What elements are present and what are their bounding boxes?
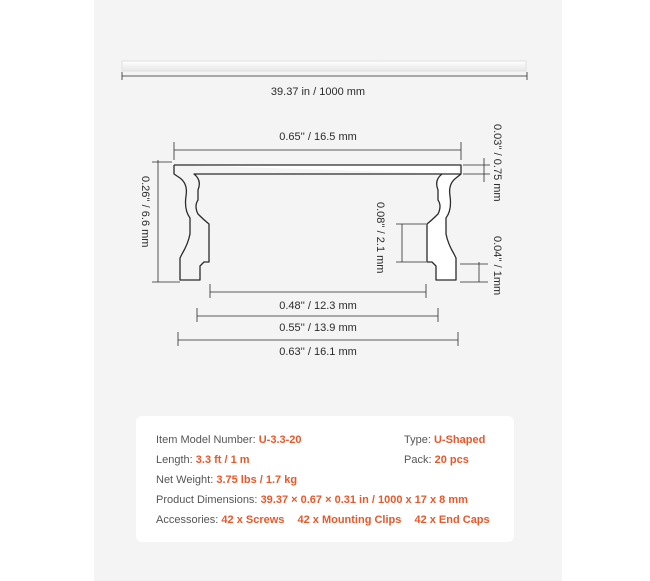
height-dimension (152, 160, 180, 282)
spec-product-dimensions-label: Product Dimensions: (156, 494, 258, 506)
spec-product-dimensions-value: 39.37 × 0.67 × 0.31 in / 1000 x 17 x 8 mm (260, 494, 468, 506)
spec-pack (404, 454, 469, 466)
spec-pack-label: Pack: (404, 454, 432, 466)
notch-label: 0.08'' / 2.1 mm (374, 202, 386, 274)
spec-weight (156, 474, 297, 486)
spec-model-value: U-3.3-20 (258, 434, 302, 446)
height-label: 0.26'' / 6.6 mm (139, 176, 151, 248)
notch-dimension (396, 224, 426, 262)
profile-cross-section-left (174, 165, 442, 280)
spec-type (404, 434, 485, 446)
spec-model (156, 434, 302, 446)
spec-type-label: Type: (404, 434, 431, 446)
bottom-width-label: 0.63'' / 16.1 mm (279, 346, 357, 358)
top-width-dimension (174, 142, 461, 160)
accessory-screws: 42 x Screws (221, 514, 285, 526)
accessory-mounting-clips: 42 x Mounting Clips (297, 514, 402, 526)
top-thickness-label: 0.03'' / 0.75 mm (491, 124, 503, 202)
spec-accessories-label: Accessories: (156, 514, 219, 526)
spec-length (156, 454, 250, 466)
spec-product-dimensions (156, 494, 468, 506)
spec-length-value: 3.3 ft / 1 m (195, 454, 250, 466)
foot-dimension (460, 262, 488, 282)
length-label: 39.37 in / 1000 mm (270, 86, 366, 98)
spec-pack-value: 20 pcs (434, 454, 469, 466)
mid-width-label: 0.55'' / 13.9 mm (279, 322, 357, 334)
spec-type-value: U-Shaped (433, 434, 486, 446)
spec-accessories (156, 514, 490, 526)
spec-model-label: Item Model Number: (156, 434, 256, 446)
foot-label: 0.04'' / 1mm (491, 236, 503, 296)
inner-width-label: 0.48'' / 12.3 mm (279, 300, 357, 312)
length-dimension-line (122, 72, 527, 80)
spec-card (136, 416, 514, 542)
accessory-end-caps: 42 x End Caps (414, 514, 490, 526)
spec-length-label: Length: (156, 454, 193, 466)
spec-weight-value: 3.75 lbs / 1.7 kg (216, 474, 298, 486)
inner-width-dimension (210, 284, 426, 298)
bottom-width-dimension (178, 332, 458, 346)
top-width-label: 0.65'' / 16.5 mm (279, 131, 357, 143)
profile-bar (122, 61, 526, 71)
top-thickness-dimension (463, 158, 490, 182)
profile-cross-section (174, 165, 461, 280)
spec-weight-label: Net Weight: (156, 474, 214, 486)
